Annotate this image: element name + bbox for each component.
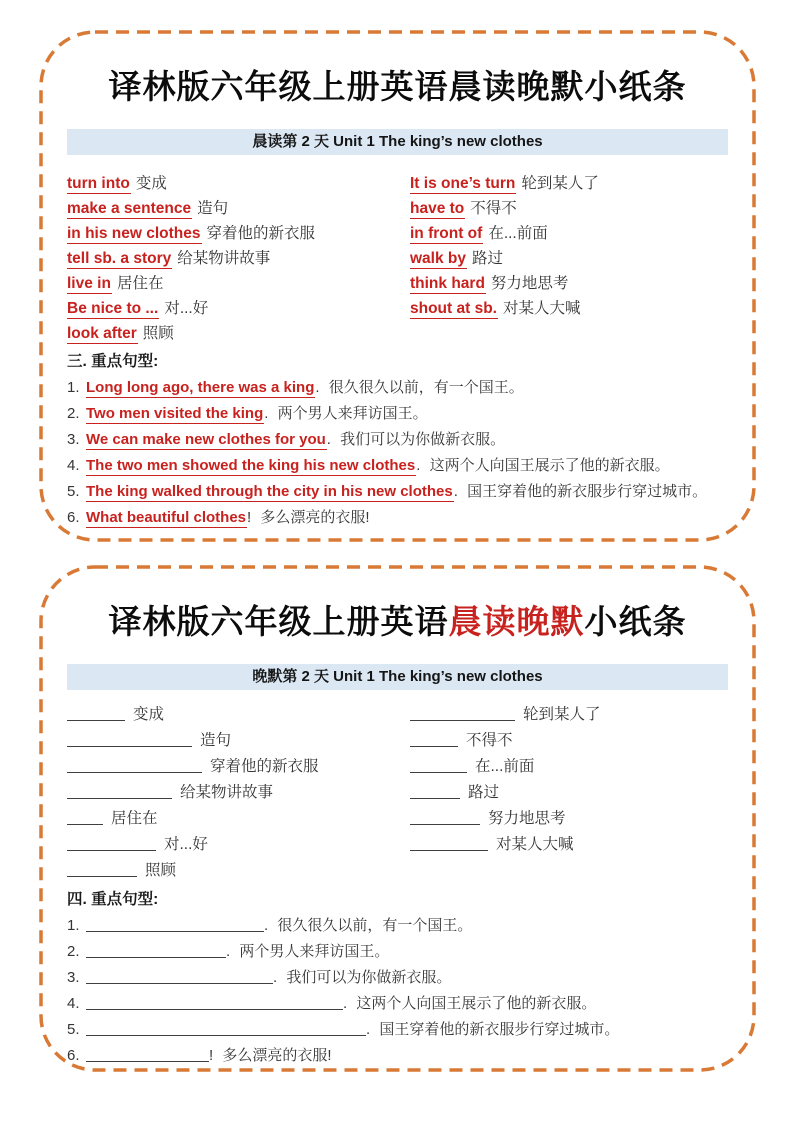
vocab-english: in his new clothes xyxy=(67,225,201,242)
answer-blank-line xyxy=(86,997,343,1010)
vocab-row xyxy=(67,221,410,246)
sentence-punct: . xyxy=(366,1021,371,1038)
blank-row xyxy=(67,780,410,806)
sentence-number: 4. xyxy=(67,457,80,474)
vocab-row xyxy=(67,246,410,271)
sentence-blank-row xyxy=(67,965,728,991)
vocab-chinese: 居住在 xyxy=(111,810,158,827)
sentence-chinese: 多么漂亮的衣服! xyxy=(222,1047,332,1064)
vocab-english: have to xyxy=(410,200,465,217)
answer-blank-line xyxy=(86,1023,366,1036)
sentence-blank-row xyxy=(67,913,728,939)
blank-row xyxy=(67,702,410,728)
answer-blank-line xyxy=(86,945,226,958)
blanks-column-left xyxy=(67,702,410,884)
sentence-number: 1. xyxy=(67,917,80,934)
sentence-number: 5. xyxy=(67,1021,80,1038)
vocab-english: live in xyxy=(67,275,111,292)
sentence-number: 6. xyxy=(67,1047,80,1064)
vocab-row xyxy=(67,271,410,296)
vocab-english: tell sb. a story xyxy=(67,250,172,267)
answer-blank-line xyxy=(86,971,273,984)
vocab-english: make a sentence xyxy=(67,200,192,217)
blank-row xyxy=(410,832,601,858)
answer-blank-line xyxy=(67,708,125,721)
card-title-prefix: 译林版六年级上册英语 xyxy=(108,603,449,640)
blank-row xyxy=(67,728,410,754)
answer-blank-line xyxy=(67,838,156,851)
sentence-chinese: 这两个人向国王展示了他的新衣服。 xyxy=(429,457,670,474)
sentence-row xyxy=(67,427,728,453)
answer-blank-line xyxy=(410,760,467,773)
sentence-punct: . xyxy=(453,483,458,500)
blank-row xyxy=(410,780,601,806)
blanks-column-right xyxy=(410,702,601,884)
vocab-row xyxy=(410,246,599,271)
vocab-chinese: 轮到某人了 xyxy=(521,175,599,192)
vocab-chinese: 努力地思考 xyxy=(488,810,566,827)
sentence-punct: . xyxy=(315,379,320,396)
sentence-punct: . xyxy=(416,457,421,474)
vocab-english: It is one’s turn xyxy=(410,175,516,192)
vocab-row xyxy=(410,171,599,196)
answer-blank-line xyxy=(86,919,264,932)
sentence-number: 5. xyxy=(67,483,80,500)
vocab-chinese: 给某物讲故事 xyxy=(180,784,274,801)
unit-header-bar: 晨读第 2 天 Unit 1 The king’s new clothes xyxy=(67,129,728,155)
vocab-row xyxy=(410,296,599,321)
sentence-number: 4. xyxy=(67,995,80,1012)
vocab-chinese: 对...好 xyxy=(164,300,209,317)
sentence-punct: . xyxy=(264,405,269,422)
answer-blank-line xyxy=(410,734,458,747)
vocab-row xyxy=(67,296,410,321)
sentence-number: 2. xyxy=(67,405,80,422)
card-title-prefix: 译林版六年级上册英语晨读晚默小纸条 xyxy=(108,68,687,105)
vocab-english: Be nice to ... xyxy=(67,300,159,317)
blank-row xyxy=(410,702,601,728)
sentence-punct: . xyxy=(226,943,231,960)
sentence-row xyxy=(67,375,728,401)
sentence-punct: ! xyxy=(209,1047,214,1064)
evening-card-content xyxy=(39,565,756,1069)
blank-row xyxy=(67,832,410,858)
sentence-english: What beautiful clothes xyxy=(86,509,247,526)
answer-blank-line xyxy=(67,812,103,825)
vocab-row xyxy=(67,171,410,196)
sentence-english: Long long ago, there was a king xyxy=(86,379,315,396)
vocab-english: walk by xyxy=(410,250,466,267)
sentence-chinese: 很久很久以前，有一个国王。 xyxy=(277,917,473,934)
vocab-section xyxy=(67,171,728,346)
blanks-section xyxy=(67,702,728,884)
vocab-chinese: 路过 xyxy=(472,250,504,267)
sentence-punct: . xyxy=(264,917,269,934)
vocab-chinese: 不得不 xyxy=(466,732,513,749)
morning-card-content xyxy=(39,30,756,531)
answer-blank-line xyxy=(410,812,480,825)
sentence-chinese: 多么漂亮的衣服! xyxy=(260,509,370,526)
sentence-number: 3. xyxy=(67,431,80,448)
vocab-chinese: 给某物讲故事 xyxy=(177,250,271,267)
sentence-chinese: 国王穿着他的新衣服步行穿过城市。 xyxy=(467,483,708,500)
sentence-chinese: 两个男人来拜访国王。 xyxy=(239,943,390,960)
sentence-row xyxy=(67,479,728,505)
sentence-punct: . xyxy=(273,969,278,986)
vocab-chinese: 在...前面 xyxy=(475,758,535,775)
blank-row xyxy=(67,858,410,884)
vocab-chinese: 照顾 xyxy=(145,862,177,879)
card-title xyxy=(67,66,728,108)
sentence-blank-row xyxy=(67,939,728,965)
key-sentences-heading: 三. 重点句型: xyxy=(67,353,159,370)
answer-blank-line xyxy=(67,864,137,877)
vocab-row xyxy=(410,221,599,246)
sentence-punct: . xyxy=(343,995,348,1012)
sentence-blank-row xyxy=(67,1043,728,1069)
sentence-english: The two men showed the king his new clothes xyxy=(86,457,416,474)
vocab-chinese: 造句 xyxy=(197,200,229,217)
vocab-english: shout at sb. xyxy=(410,300,497,317)
vocab-english: think hard xyxy=(410,275,485,292)
vocab-english: in front of xyxy=(410,225,483,242)
sentence-chinese: 我们可以为你做新衣服。 xyxy=(286,969,452,986)
vocab-chinese: 造句 xyxy=(200,732,232,749)
blank-row xyxy=(67,754,410,780)
sentence-number: 3. xyxy=(67,969,80,986)
sentence-blank-list xyxy=(67,913,728,1069)
sentence-number: 6. xyxy=(67,509,80,526)
vocab-chinese: 努力地思考 xyxy=(490,275,569,292)
vocab-chinese: 穿着他的新衣服 xyxy=(206,225,316,242)
blank-row xyxy=(410,806,601,832)
sentence-blank-row xyxy=(67,1017,728,1043)
vocab-chinese: 居住在 xyxy=(116,275,164,292)
answer-blank-line xyxy=(410,786,460,799)
blank-row xyxy=(410,754,601,780)
blank-row xyxy=(410,728,601,754)
sentence-chinese: 很久很久以前，有一个国王。 xyxy=(328,379,524,396)
sentence-chinese: 这两个人向国王展示了他的新衣服。 xyxy=(356,995,597,1012)
key-sentences-heading: 四. 重点句型: xyxy=(67,891,159,908)
answer-blank-line xyxy=(410,838,488,851)
sentence-list xyxy=(67,375,728,531)
blank-row xyxy=(67,806,410,832)
sentence-number: 1. xyxy=(67,379,80,396)
vocab-column-right xyxy=(410,171,599,346)
vocab-chinese: 在...前面 xyxy=(488,225,548,242)
vocab-row xyxy=(67,196,410,221)
vocab-chinese: 穿着他的新衣服 xyxy=(210,758,319,775)
vocab-english: look after xyxy=(67,325,137,342)
sentence-english: The king walked through the city in his new clothes xyxy=(86,483,453,500)
morning-reading-card xyxy=(39,30,756,542)
sentence-blank-row xyxy=(67,991,728,1017)
vocab-row xyxy=(410,196,599,221)
sentence-punct: ! xyxy=(247,509,252,526)
sentence-chinese: 我们可以为你做新衣服。 xyxy=(340,431,506,448)
vocab-chinese: 变成 xyxy=(135,175,167,192)
answer-blank-line xyxy=(67,760,202,773)
vocab-row xyxy=(410,271,599,296)
vocab-chinese: 变成 xyxy=(133,706,165,723)
vocab-chinese: 对...好 xyxy=(164,836,208,853)
vocab-chinese: 轮到某人了 xyxy=(523,706,601,723)
sentence-number: 2. xyxy=(67,943,80,960)
evening-dictation-card xyxy=(39,565,756,1072)
sentence-english: We can make new clothes for you xyxy=(86,431,326,448)
vocab-chinese: 照顾 xyxy=(142,325,174,342)
card-title xyxy=(67,601,728,643)
sentence-chinese: 两个男人来拜访国王。 xyxy=(277,405,428,422)
sentence-row xyxy=(67,505,728,531)
card-title-suffix: 小纸条 xyxy=(584,603,687,640)
answer-blank-line xyxy=(67,734,192,747)
sentence-punct: . xyxy=(326,431,331,448)
sentence-chinese: 国王穿着他的新衣服步行穿过城市。 xyxy=(379,1021,620,1038)
sentence-row xyxy=(67,401,728,427)
unit-header-bar: 晚默第 2 天 Unit 1 The king’s new clothes xyxy=(67,664,728,690)
vocab-english: turn into xyxy=(67,175,130,192)
vocab-row xyxy=(67,321,410,346)
sentence-row xyxy=(67,453,728,479)
answer-blank-line xyxy=(410,708,515,721)
answer-blank-line xyxy=(67,786,172,799)
vocab-chinese: 对某人大喊 xyxy=(502,300,581,317)
vocab-chinese: 路过 xyxy=(468,784,500,801)
card-title-highlight: 晨读晚默 xyxy=(448,603,585,640)
answer-blank-line xyxy=(86,1049,209,1062)
sentence-english: Two men visited the king xyxy=(86,405,264,422)
vocab-chinese: 对某人大喊 xyxy=(496,836,574,853)
vocab-chinese: 不得不 xyxy=(470,200,517,217)
vocab-column-left xyxy=(67,171,410,346)
